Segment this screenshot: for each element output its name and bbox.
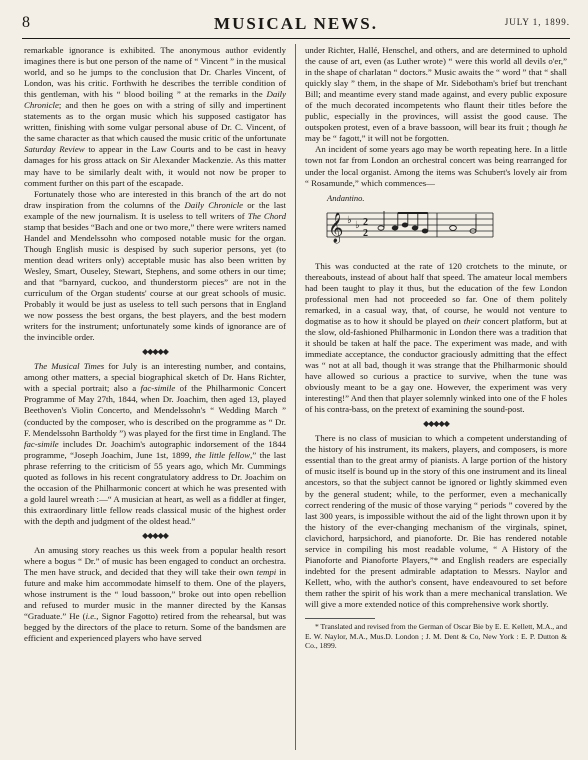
left-column — [24, 45, 286, 644]
paragraph: An amusing story reaches us this week from a popular health resort where a bogus “ Dr.” of music has been engaged to conduct an orchestra. The men have struck, and decided that they will take their own tempi in future and make him accommodate himself to them. One of the players, whose instrument is the “ loud bassoon,” broke out into open rebellion and refused to murder music in the manner directed by the Kansas “Graduate.” He (i.e., Signor Fagotto) retired from the rehearsal, but was begged by the directors of the place to return. Some of the bandsmen are efficient and experienced players who have served — [24, 544, 286, 644]
page-number: 8 — [22, 14, 30, 31]
section-ornament: ◆◆◆◆◆ — [423, 419, 449, 429]
paragraph: An incident of some years ago may be worth repeating here. In a little town not far from London an orchestral concert was being rearranged for under the local organist. Among the items was Schubert's lovely air from “ Rosamunde,” which commences— — [305, 144, 567, 188]
paragraph: There is no class of musician to which a competent understanding of the history of his instrument, its makers, players, and composers, is more essential than to the great army of pianists. A large portion of the history of music itself is bound up in the story of this one instrument and its lineal ancestors, so that the subject cannot be ignored or lightly skimmed even by the general student; while, to the performer, even a mechanically correct rendering of the music of those varying “ periods ” covered by the last 300 years, is impossible without the aid of the light thrown upon it by the history of the ever-changing mechanism of the virginals, spinet, clavichord, harpsichord, and pianoforte. Dr. Bie has rendered notable service in compiling his most readable volume, “ A History of the Pianoforte and Pianoforte Players,”* and English readers are especially indebted for the present admirable adaptation to Messrs. Naylor and Kellett, who, with the author's consent, have endeavoured to set before them rather the spirit of his work than a mere mechanical translation. We will give a more extended notice of this comprehensive work shortly. — [305, 433, 567, 609]
paragraph: remarkable ignorance is exhibited. The anonymous author evidently imagines there is but one person of the name of “ Vincent ” in the musical world, and so he jumps to the conclusion that Dr. Charles Vincent, of London, was his critic. Forthwith he describes the terrible condition of this gentleman, with his “ blood boiling ” at the remarks in the Daily Chronicle; and then he goes on with a string of silly and impertinent statements as to the organ music which his supposed castigator has written, finishing with some vulgar personal abuse of Dr. C. Vincent, of the same character as that which caused the music critic of the unfortunate Saturday Review to appear in the Law Courts and to be cast in heavy damages for his gross attack on Sir Alexander Mackenzie. As this matter may have to be similarly dealt with, it would not now be proper to comment further on this part of the escapade. — [24, 45, 287, 188]
music-notation — [305, 193, 567, 255]
treble-clef-icon: 𝄞 — [328, 212, 344, 242]
issue-date: JULY 1, 1899. — [504, 17, 570, 27]
header-rule — [22, 38, 570, 39]
time-signature: 2 — [363, 227, 368, 239]
masthead-title: MUSICAL NEWS. — [214, 14, 378, 33]
footnote: * Translated and revised from the German of Oscar Bie by E. E. Kellett, M.A., and E. W. Naylor, M.A., Mus.D. London ; J. M. Dent & Co, New York : E. P. Dutton & Co., 1899. — [305, 622, 568, 651]
column-divider — [295, 44, 296, 750]
footnote-rule — [305, 618, 375, 619]
page-header — [22, 14, 570, 36]
staff-lines — [327, 213, 493, 237]
section-ornament: ◆◆◆◆◆ — [142, 530, 168, 540]
staff-svg — [325, 205, 495, 255]
time-signature: 2 — [363, 216, 368, 228]
tempo-marking: Andantino. — [327, 192, 365, 203]
paragraph: Fortunately those who are interested in this branch of the art do not draw inspiration from the columns of the Daily Chronicle or the last example of the new journalism. It is useless to tell writers of The Chord stamp that besides “Bach and one or two more,” there were writers named Handel and Mendelssohn who composed notable music for the organ. Though English music is despised by such superior persons, yet (to mention dead writers only) acceptable music has also been written by Wesley, Smart, Ouseley, Stewart, Stephens, and some others in our time; and that “barnyard, cuckoo, and thunderstorm pieces” are not in the curriculum of the Organ students' course at our great schools of music. Probably it would be just as useless to tell such persons that in England we now possess the best organs, the best players, and the best modern writers for the instrument; unfortunately some kinds of ignorance are of the invincible order. — [24, 188, 287, 343]
flat-icon: ♭ — [355, 219, 360, 231]
paragraph: The Musical Times for July is an interesting number, and contains, among other matters, a special biographical sketch of Dr. Hans Richter, with a special portrait; also a fac-simile of the Philharmonic Concert Programme of May 27th, 1844, when Dr. Joachim, then aged 13, played Beethoven's Violin Concerto, and Mendelssohn's “ Wedding March ” (conducted by the composer, who is described on the programme as “ Dr. F. Mendelssohn Bartholdy ”) was played for the first time in England. The fac-simile includes Dr. Joachim's autographic indorsement of the 1844 programme, “Joseph Joachim, June 1st, 1899, the little fellow,” the last phrase referring to the criticism of 55 years ago, which Mr. Cummings quoted as follows in his recent congratulatory address to Dr. Joachim on the occasion of the Philharmonic concert at which he was presented with a gold laurel wreath :—“ A musician at heart, as well as a fiddler at finger, this extraordinary little fellow reads classical music of the highest order with the depth and judgment of the oldest head.” — [24, 361, 287, 526]
paragraph: This was conducted at the rate of 120 crotchets to the minute, or thereabouts, instead of about half that speed. The amateur local members had been taught to play it thus, but the education of the few London professional men had not proceeded so far. One of them politely remarked, in a casual way, that, of course, he would not venture to dogmatise as to how it should be played on their concert platform, but at the slow, old-fashioned Philharmonic in London there was a tradition that it should be taken at half the pace. The experiment was made, and with immediate acceptance, the conductor graciously admitting that the effect was “ not at all bad, though it was strange that the Philharmonic should have allowed so curious a practice to survive, when the tune was obviously meant to be a gay one. However, the experiment was very interesting!” And then that player solemnly winked into one of the F holes of his contra-bass, on the pretext of examining the sound-post. — [305, 260, 567, 415]
flat-icon: ♭ — [347, 214, 352, 226]
section-ornament: ◆◆◆◆◆ — [142, 347, 168, 357]
paragraph: under Richter, Hallé, Henschel, and others, and are determined to uphold the cause of art, even (as Luther wrote) “ were this world all devils o'er,” in the shape of charlatan “ doctors.” Music awaits the “ word ” that “ shall quickly slay ” them, in the shape of Mr. Sidebotham's brief but trenchant Bill; and meantime every stand made against, and every public exposure of the much decorated incompetents who flaunt their titles before the public, especially in the provinces, will assist the good cause. The outspoken protest, even of a brave bassoon, will bear its fruit ; though he may be “ fagott,” it will not be forgotten. — [305, 45, 567, 144]
notes — [378, 211, 476, 233]
right-column — [305, 45, 567, 651]
